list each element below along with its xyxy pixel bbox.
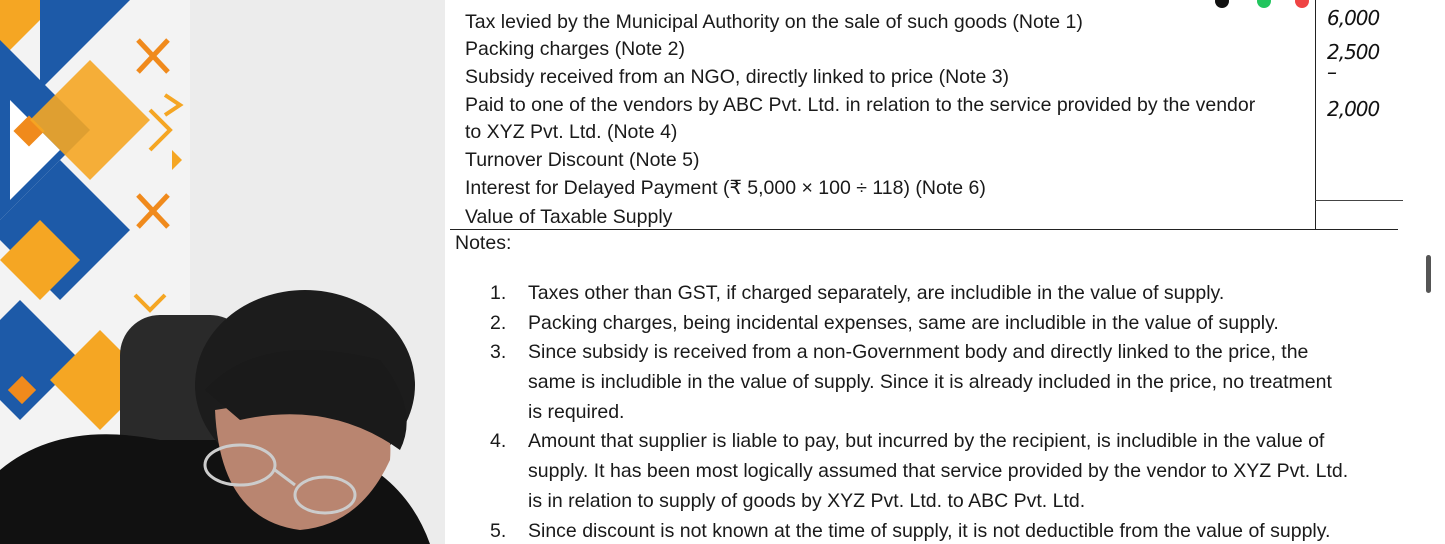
note-item xyxy=(490,278,1400,308)
valuation-table xyxy=(455,0,1395,230)
table-row: Interest for Delayed Payment (₹ 5,000 × 100 ÷ 118) (Note 6) xyxy=(465,177,986,199)
table-row: Packing charges (Note 2) xyxy=(465,38,686,60)
handwritten-amount: 6,000 xyxy=(1327,6,1380,30)
note-item xyxy=(490,308,1400,338)
note-text: is in relation to supply of goods by XYZ Pvt. Ltd. to ABC Pvt. Ltd. xyxy=(528,490,1086,512)
note-text: is required. xyxy=(528,401,625,423)
note-text: supply. It has been most logically assumed that service provided by the vendor to XYZ Pvt. Ltd. xyxy=(528,460,1349,482)
handwritten-amount: – xyxy=(1327,60,1336,84)
note-number: 5. xyxy=(490,520,507,542)
note-text: Amount that supplier is liable to pay, but incurred by the recipient, is includible in the value of xyxy=(528,430,1325,452)
amount-column-divider xyxy=(1315,0,1316,230)
total-separator xyxy=(1315,200,1403,201)
table-row: Value of Taxable Supply xyxy=(465,206,673,228)
note-number: 3. xyxy=(490,341,507,363)
table-row: Paid to one of the vendors by ABC Pvt. Ltd. in relation to the service provided by the vendor xyxy=(465,94,1256,116)
handwritten-amount: 2,500 xyxy=(1327,40,1380,64)
note-item xyxy=(490,426,1400,516)
note-text: Packing charges, being incidental expenses, same are includible in the value of supply. xyxy=(528,312,1279,334)
table-row: to XYZ Pvt. Ltd. (Note 4) xyxy=(465,121,678,143)
note-item xyxy=(490,337,1400,427)
table-bottom-border xyxy=(450,229,1398,230)
note-text: Since discount is not known at the time of supply, it is not deductible from the value of supply. xyxy=(528,520,1331,542)
note-number: 2. xyxy=(490,312,507,334)
presenter-webcam xyxy=(0,270,440,544)
note-number: 1. xyxy=(490,282,507,304)
table-row: Subsidy received from an NGO, directly linked to price (Note 3) xyxy=(465,66,1010,88)
document-page xyxy=(445,0,1445,544)
note-text: Since subsidy is received from a non-Government body and directly linked to the price, the xyxy=(528,341,1309,363)
notes-heading: Notes: xyxy=(455,232,512,254)
handwritten-amount: 2,000 xyxy=(1327,97,1380,121)
note-text: Taxes other than GST, if charged separately, are includible in the value of supply. xyxy=(528,282,1225,304)
note-item xyxy=(490,516,1400,544)
scrollbar-thumb[interactable] xyxy=(1426,255,1431,293)
note-number: 4. xyxy=(490,430,507,452)
note-text: same is includible in the value of supply. Since it is already included in the price, no treatment xyxy=(528,371,1332,393)
table-row: Tax levied by the Municipal Authority on the sale of such goods (Note 1) xyxy=(465,11,1083,33)
table-row: Turnover Discount (Note 5) xyxy=(465,149,700,171)
